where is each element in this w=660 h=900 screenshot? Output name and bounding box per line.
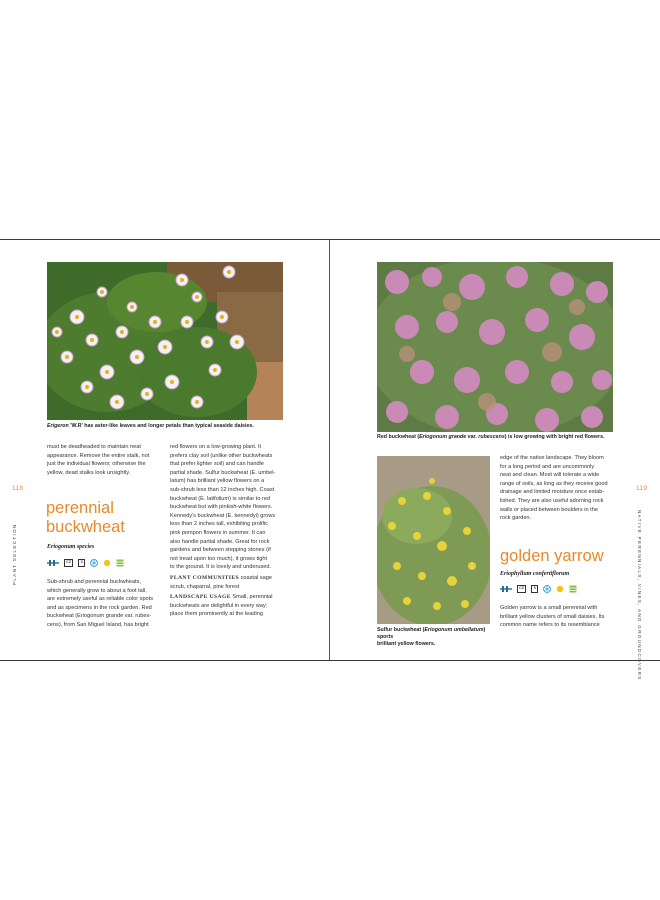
left-col2-text — [170, 443, 275, 619]
heading-golden-yarrow: golden yarrow — [500, 547, 604, 565]
dragonfly-icon — [500, 585, 512, 593]
text-line: place them prominently at the leading — [170, 611, 263, 618]
erigeron-caption — [47, 423, 287, 430]
text-line: common name refers to its resemblance — [500, 622, 600, 629]
text-line: Sub-shrub and perennial buckwheats, — [47, 579, 141, 585]
text-line: also handle partial shade. Great for rock — [170, 538, 270, 545]
snowflake-icon — [90, 559, 98, 567]
erigeron-photo-image — [47, 262, 283, 420]
snowflake-icon — [543, 585, 551, 593]
plant-communities-value: coastal sage — [240, 574, 272, 581]
caption-text: ) is low growing with bright red flowers. — [504, 434, 605, 440]
text-line: partial shade. Sulfur buckwheat (E. umbel- — [170, 469, 276, 476]
right-col-top-text — [500, 454, 608, 523]
text-line: sub-shrub less than 12 inches high. Coast — [170, 486, 275, 493]
zone-icon: c2 — [519, 586, 525, 591]
landscape-usage-value: Small, perennial — [232, 594, 273, 601]
text-line: less than 2 inches tall, exhibiting prolific — [170, 521, 268, 528]
soil-icon — [116, 559, 124, 567]
sun-icon — [556, 585, 564, 593]
heading-line-1: perennial — [46, 499, 114, 517]
latin-name-left: Eriogonum species — [47, 544, 95, 550]
text-line: buckwheat but with pinkish-white flowers. — [170, 504, 273, 511]
text-line: just the individual flowers; otherwise the — [47, 461, 146, 468]
caption-italic: Erigeron — [47, 423, 69, 429]
section-label-right: NATIVE PERENNIALS, VINES, AND GROUNDCOVERS — [637, 510, 642, 681]
left-col1-bottom-text — [47, 578, 153, 630]
text-line: pink pompon flowers in summer. It can — [170, 529, 266, 536]
sulfur-buckwheat-photo-image — [377, 456, 490, 624]
text-line: buckwheat (E. latifolium) is similar to red — [170, 495, 271, 502]
sulfur-buckwheat-caption — [377, 627, 492, 648]
red-buckwheat-photo — [377, 262, 613, 432]
latin-name-right: Eriophyllum confertiflorum — [500, 571, 570, 577]
text-line: walls or placed between boulders in the — [500, 506, 598, 513]
caption-text: Red buckwheat ( — [377, 434, 420, 440]
caption-text: brilliant yellow flowers. — [377, 641, 436, 647]
text-line: buckwheats are delightful in every way; — [170, 602, 268, 609]
text-line: not tread upon too much), it grows tight — [170, 555, 268, 562]
heading-line-2: buckwheat — [46, 518, 125, 536]
text-line: are extremely useful as reliable color spots — [47, 596, 154, 603]
caption-italic: Eriogonum grande — [419, 434, 467, 440]
book-spread — [0, 239, 660, 681]
right-col-bottom-text — [500, 604, 604, 630]
page-number-left: 118 — [12, 485, 24, 492]
text-line: cens), from San Miguel Island, has bright — [47, 621, 149, 628]
zone-icon: c2 — [66, 560, 72, 565]
red-buckwheat-caption — [377, 434, 627, 441]
text-line: appearance. Remove the entire stalk, not — [47, 452, 150, 459]
text-line: latum) has brilliant yellow flowers on a — [170, 478, 265, 485]
caption-text: 'W.R' has aster-like leaves and longer petals than typical seaside daisies. — [68, 423, 254, 429]
section-label-left: PLANT SELECTION — [12, 523, 17, 585]
text-line: edge of the native landscape. They bloom — [500, 455, 604, 461]
soil-icon — [569, 585, 577, 593]
icon-row-right — [500, 585, 577, 593]
sulfur-buckwheat-photo — [377, 456, 490, 624]
caption-text: Sulfur buckwheat ( — [377, 627, 425, 633]
page-number-right: 119 — [636, 485, 648, 492]
dragonfly-icon — [47, 559, 59, 567]
heading-perennial-buckwheat — [46, 499, 125, 537]
text-line: must be deadheaded to maintain neat — [47, 444, 141, 450]
text-line: which generally grow to about a foot tall, — [47, 587, 147, 594]
text-line: drainage and limited moisture once estab- — [500, 489, 605, 496]
text-line: and as specimens in the rock garden. Red — [47, 604, 152, 611]
text-line: brilliant yellow clusters of small daisies. Its — [500, 613, 605, 620]
icon-row-left — [47, 559, 124, 567]
water-icon: s — [78, 559, 85, 567]
caption-italic: Eriogonum umbellatum — [424, 627, 484, 633]
text-line: range of soils, as long as they receive good — [500, 480, 608, 487]
caption-text: var. — [466, 434, 479, 440]
text-line: that prefer lighter soil) and can handle — [170, 461, 264, 468]
text-line: prefers clay soil (unlike other buckwheats — [170, 452, 273, 459]
text-line: for a long period and are uncommonly — [500, 463, 595, 470]
landscape-usage-label: LANDSCAPE USAGE — [170, 594, 231, 601]
text-line: neat and clean. Most will tolerate a wide — [500, 472, 600, 479]
sun-icon — [103, 559, 111, 567]
text-line: rock garden. — [500, 515, 532, 522]
text-line: yellow, dead stalks look unsightly. — [47, 469, 131, 476]
plant-communities-label: PLANT COMMUNITIES — [170, 574, 240, 581]
caption-text: ) sports — [377, 627, 486, 640]
text-line: scrub, chaparral, pine forest — [170, 583, 240, 590]
text-line: lished. They are also useful adorning rock — [500, 497, 604, 504]
water-icon: s — [531, 585, 538, 593]
text-line: red flowers on a low-growing plant. It — [170, 444, 262, 450]
text-line: gardens and between stepping stones (if — [170, 547, 271, 554]
red-buckwheat-photo-image — [377, 262, 613, 432]
text-line: Golden yarrow is a small perennial with — [500, 605, 598, 611]
erigeron-photo — [47, 262, 283, 420]
text-line: Kennedy's buckwheat (E. kennedyi) grows — [170, 512, 276, 519]
gutter-line — [329, 240, 330, 660]
landscape-usage-line — [170, 593, 275, 602]
text-line: to the ground. It is lovely and underused. — [170, 564, 272, 571]
plant-communities-line — [170, 574, 275, 583]
text-line: buckwheat (Eriogonum grande var. rubes- — [47, 613, 152, 620]
left-col1-top-text — [47, 443, 149, 477]
caption-italic: rubescens — [478, 434, 505, 440]
